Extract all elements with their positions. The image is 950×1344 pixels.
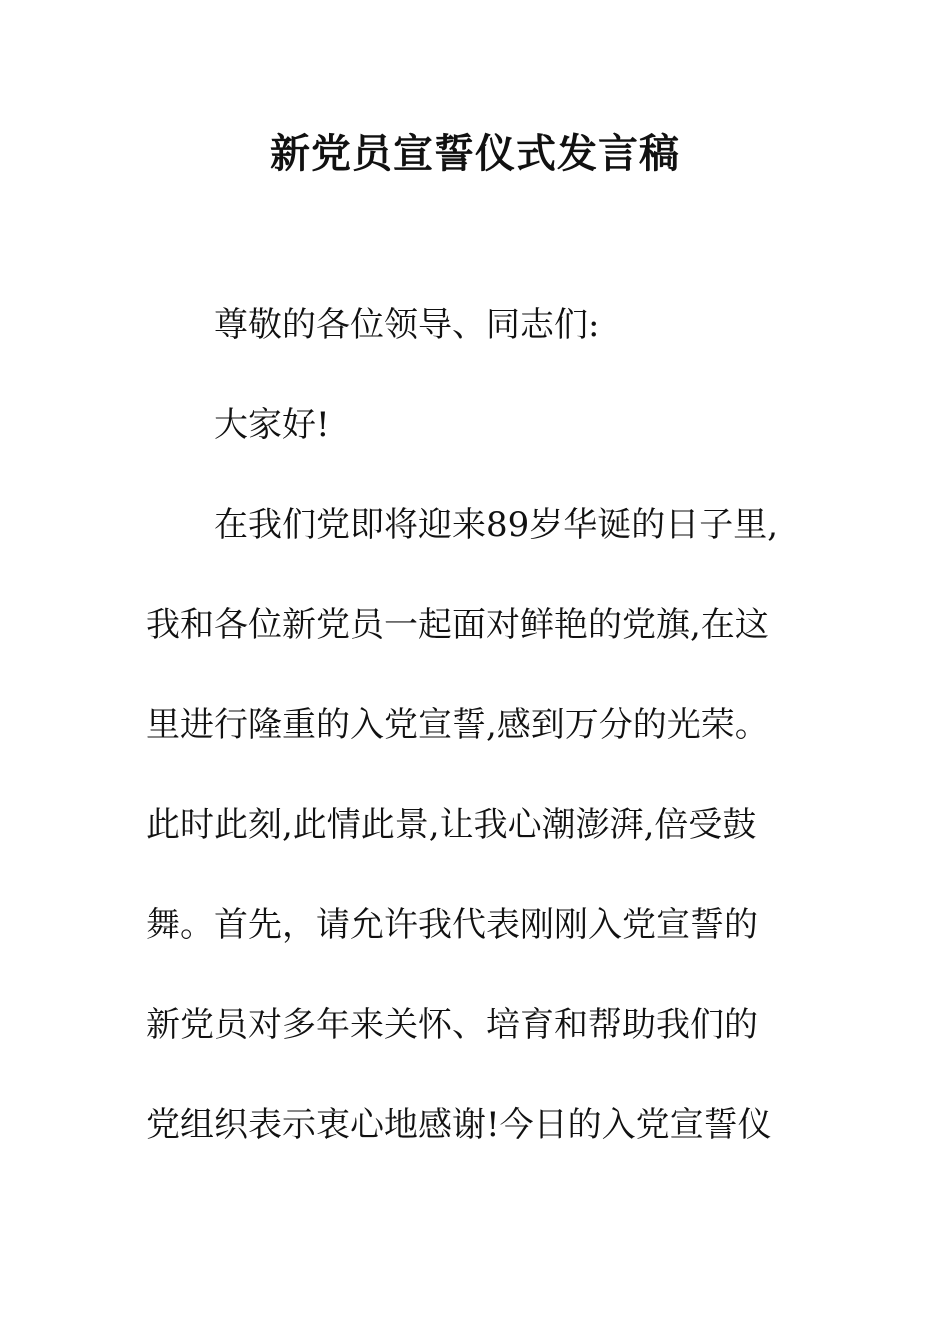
body-line-5: 舞。首先，请允许我代表刚刚入党宣誓的: [146, 905, 758, 945]
body-line-3: 里进行隆重的入党宣誓,感到万分的光荣。: [146, 705, 769, 745]
greeting-line: 大家好!: [214, 405, 330, 445]
body-line-7: 党组织表示衷心地感谢!今日的入党宣誓仪: [146, 1105, 772, 1145]
body-line-4: 此时此刻,此情此景,让我心潮澎湃,倍受鼓: [146, 805, 757, 845]
body-line-6: 新党员对多年来关怀、培育和帮助我们的: [146, 1005, 758, 1045]
document-title: 新党员宣誓仪式发言稿: [270, 130, 680, 177]
salutation-line: 尊敬的各位领导、同志们:: [214, 305, 600, 345]
body-line-2: 我和各位新党员一起面对鲜艳的党旗,在这: [146, 605, 769, 645]
body-line-1: 在我们党即将迎来89岁华诞的日子里,: [214, 505, 779, 545]
